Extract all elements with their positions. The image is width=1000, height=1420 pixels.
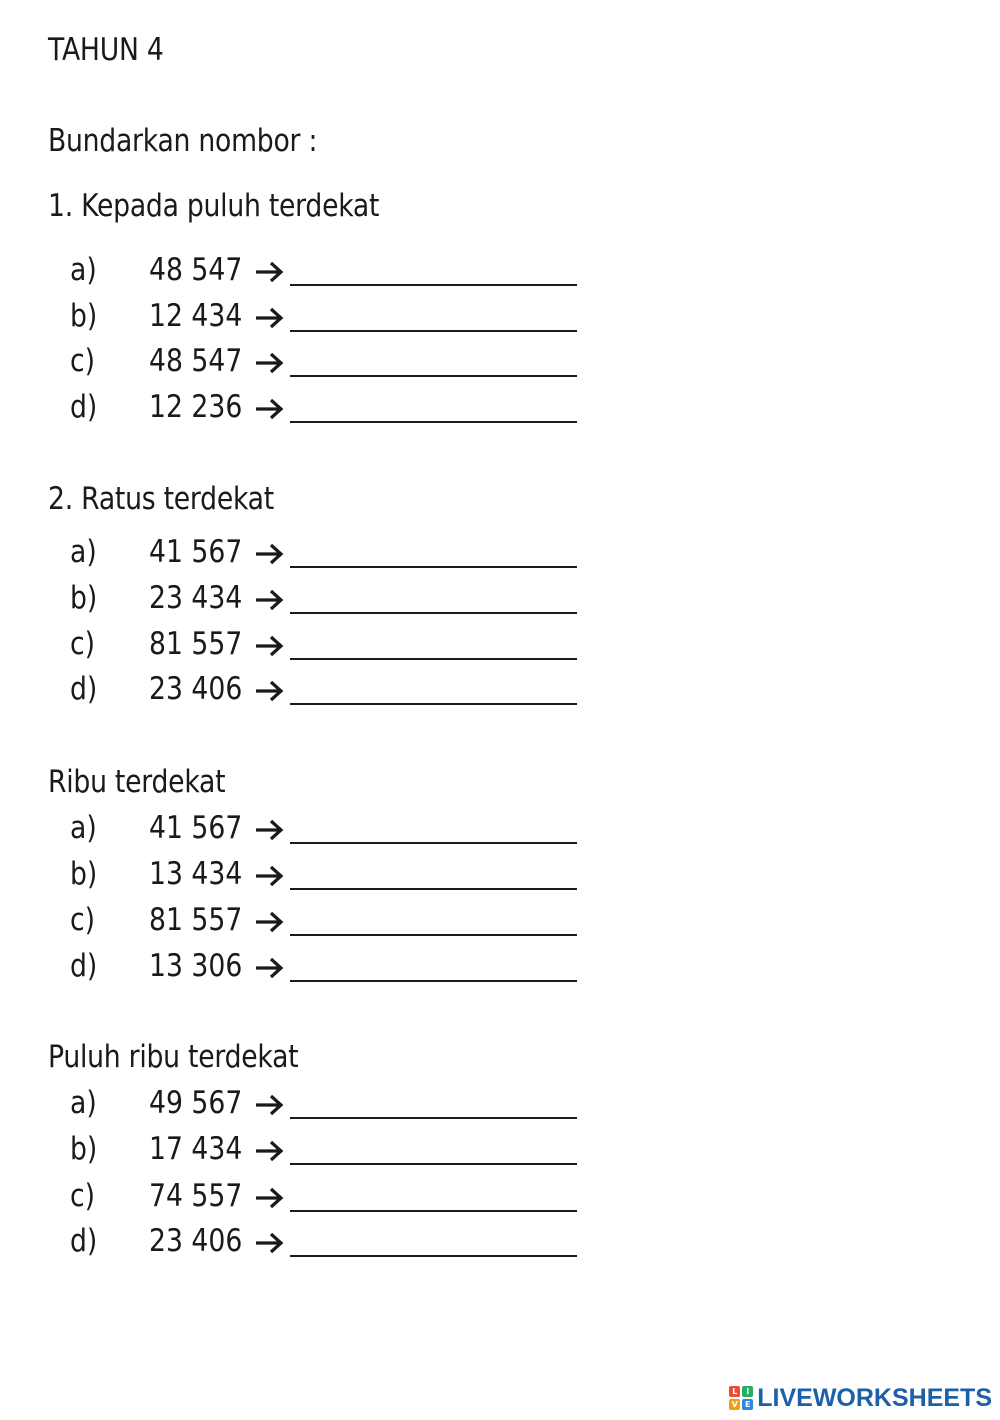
answer-field[interactable]: [290, 934, 577, 936]
right-arrow-icon: [254, 589, 286, 611]
right-arrow-icon: [254, 398, 286, 420]
question-item: [0, 902, 600, 942]
question-item: [0, 580, 600, 620]
right-arrow-icon: [254, 352, 286, 374]
question-number: 48 547: [149, 343, 243, 379]
logo-tile: I: [742, 1386, 753, 1397]
question-item: [0, 298, 600, 338]
right-arrow-icon: [254, 1140, 286, 1162]
right-arrow-icon: [254, 307, 286, 329]
answer-field[interactable]: [290, 842, 577, 844]
section-title: 1. Kepada puluh terdekat: [48, 188, 380, 224]
question-item: [0, 671, 600, 711]
question-number: 13 434: [149, 856, 243, 892]
right-arrow-icon: [254, 1187, 286, 1209]
right-arrow-icon: [254, 819, 286, 841]
question-number: 23 434: [149, 580, 243, 616]
question-letter: d): [70, 948, 98, 984]
right-arrow-icon: [254, 680, 286, 702]
brand-name: LIVEWORKSHEETS: [757, 1383, 992, 1412]
right-arrow-icon: [254, 261, 286, 283]
question-number: 12 236: [149, 389, 243, 425]
answer-field[interactable]: [290, 566, 577, 568]
question-number: 41 567: [149, 534, 243, 570]
right-arrow-icon: [254, 911, 286, 933]
answer-field[interactable]: [290, 1210, 577, 1212]
question-item: [0, 1178, 600, 1218]
question-item: [0, 343, 600, 383]
right-arrow-icon: [254, 543, 286, 565]
answer-field[interactable]: [290, 980, 577, 982]
question-number: 41 567: [149, 810, 243, 846]
right-arrow-icon: [254, 635, 286, 657]
logo-tile: L: [729, 1386, 740, 1397]
section-title: Puluh ribu terdekat: [48, 1039, 299, 1075]
question-number: 49 567: [149, 1085, 243, 1121]
question-letter: a): [70, 252, 97, 288]
liveworksheets-logo-icon: [729, 1386, 753, 1410]
question-number: 48 547: [149, 252, 243, 288]
logo-tile: E: [742, 1399, 753, 1410]
question-letter: c): [70, 1178, 96, 1214]
instruction-text: Bundarkan nombor :: [48, 123, 318, 159]
answer-field[interactable]: [290, 1255, 577, 1257]
answer-field[interactable]: [290, 658, 577, 660]
question-letter: b): [70, 580, 98, 616]
question-letter: d): [70, 389, 98, 425]
question-item: [0, 810, 600, 850]
right-arrow-icon: [254, 1232, 286, 1254]
section-title: Ribu terdekat: [48, 764, 226, 800]
answer-field[interactable]: [290, 1117, 577, 1119]
question-item: [0, 1131, 600, 1171]
grade-label: TAHUN 4: [48, 32, 164, 68]
question-letter: c): [70, 343, 96, 379]
question-number: 13 306: [149, 948, 243, 984]
question-item: [0, 948, 600, 988]
logo-tile: V: [729, 1399, 740, 1410]
question-letter: a): [70, 810, 97, 846]
question-letter: a): [70, 534, 97, 570]
question-item: [0, 626, 600, 666]
question-item: [0, 534, 600, 574]
question-letter: d): [70, 1223, 98, 1259]
liveworksheets-brand: [729, 1384, 992, 1412]
question-item: [0, 1085, 600, 1125]
question-letter: b): [70, 856, 98, 892]
answer-field[interactable]: [290, 375, 577, 377]
section-title: 2. Ratus terdekat: [48, 481, 274, 517]
question-number: 74 557: [149, 1178, 243, 1214]
question-letter: a): [70, 1085, 97, 1121]
question-number: 81 557: [149, 902, 243, 938]
question-item: [0, 856, 600, 896]
right-arrow-icon: [254, 1094, 286, 1116]
question-number: 17 434: [149, 1131, 243, 1167]
answer-field[interactable]: [290, 1163, 577, 1165]
question-item: [0, 252, 600, 292]
question-number: 23 406: [149, 671, 243, 707]
question-letter: c): [70, 626, 96, 662]
question-item: [0, 1223, 600, 1263]
answer-field[interactable]: [290, 284, 577, 286]
question-letter: d): [70, 671, 98, 707]
question-letter: c): [70, 902, 96, 938]
question-item: [0, 389, 600, 429]
right-arrow-icon: [254, 957, 286, 979]
question-number: 12 434: [149, 298, 243, 334]
answer-field[interactable]: [290, 888, 577, 890]
question-number: 23 406: [149, 1223, 243, 1259]
answer-field[interactable]: [290, 703, 577, 705]
right-arrow-icon: [254, 865, 286, 887]
question-letter: b): [70, 1131, 98, 1167]
answer-field[interactable]: [290, 612, 577, 614]
answer-field[interactable]: [290, 330, 577, 332]
question-number: 81 557: [149, 626, 243, 662]
answer-field[interactable]: [290, 421, 577, 423]
question-letter: b): [70, 298, 98, 334]
